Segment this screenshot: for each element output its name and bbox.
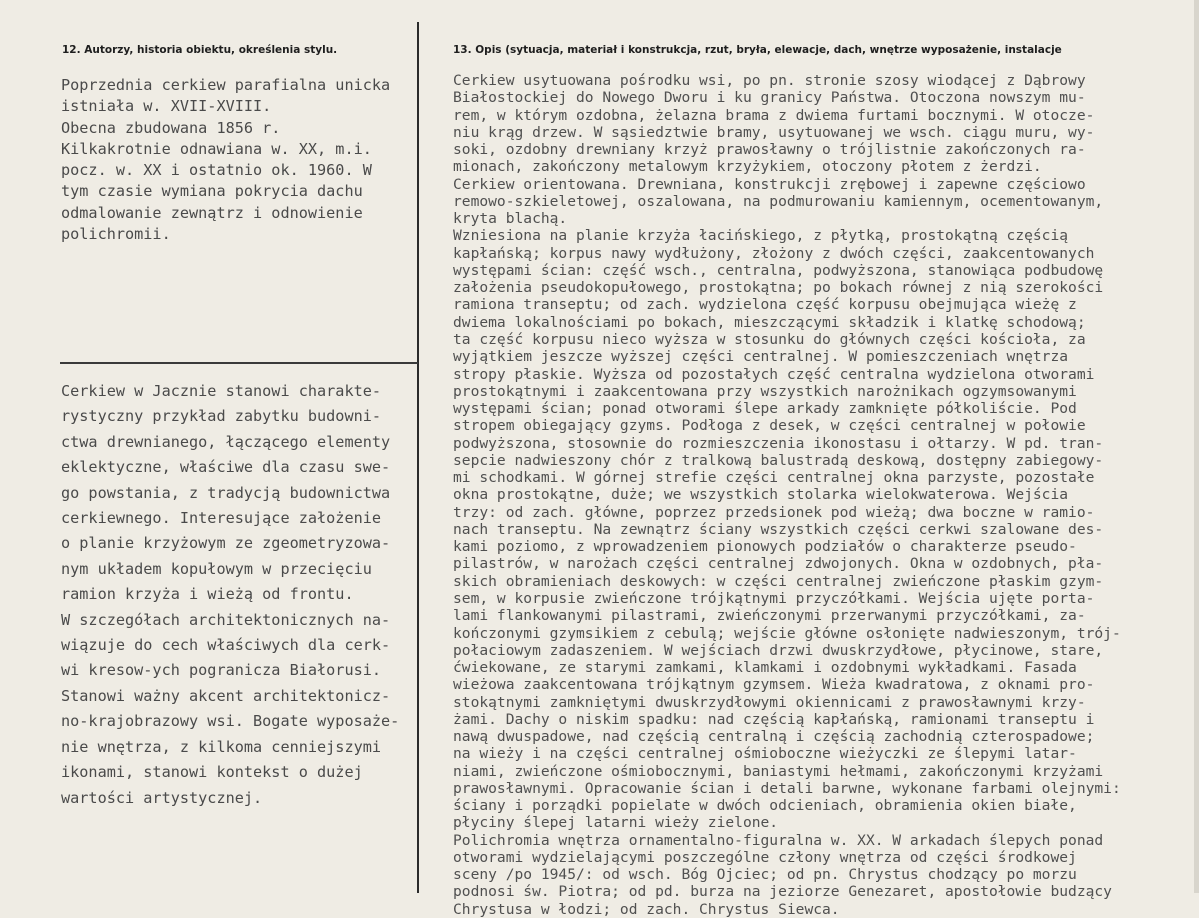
text-line: o planie krzyżowym ze zgeometryzowa- [61, 534, 391, 553]
style-assessment-text [61, 379, 399, 811]
text-line: Chrystusa w łodzi; od zach. Chrystus Siewca. [453, 900, 840, 918]
text-line: nawą dwuspadowe, nad częścią centralną i częścią zachodnią czterospadowe; [453, 728, 1095, 746]
text-line: go powstania, z tradycją budownictwa [61, 483, 391, 502]
text-line: wi kresow-ych pogranicza Białorusi. [61, 661, 382, 680]
text-line: polichromii. [61, 225, 171, 244]
text-line: kami poziomo, z wprowadzeniem pionowych podziałów o charakterze pseudo- [453, 538, 1077, 556]
text-line: Stanowi ważny akcent architektonicz- [61, 686, 391, 705]
text-line: Cerkiew orientowana. Drewniana, konstrukcji zrębowej i zapewne częściowo [453, 175, 1086, 193]
text-line: tym czasie wymiana pokrycia dachu [61, 182, 363, 201]
text-line: wyjątkiem jeszcze wyższej części centralnej. W pomieszczeniach wnętrza [453, 348, 1069, 366]
text-line: odmalowanie zewnątrz i odnowienie [61, 203, 363, 222]
text-line: podnosi św. Piotra; od pd. burza na jeziorze Genezaret, apostołowie budzący [453, 883, 1112, 901]
text-line: prawosławnymi. Opracowanie ścian i detali barwne, wykonane farbami olejnymi: [453, 779, 1121, 797]
text-line: Wzniesiona na planie krzyża łacińskiego, z płytką, prostokątną częścią [453, 227, 1069, 245]
text-line: istniała w. XVII-XVIII. [61, 97, 272, 116]
text-line: stokątnymi zamkniętymi dwuskrzydłowymi okiennicami z prawosławnymi krzy- [453, 693, 1086, 711]
section-divider [60, 362, 418, 364]
text-line: rystyczny przykład zabytku budowni- [61, 407, 382, 426]
text-line: wieżowa zaakcentowana trójkątnym gzymsem. Wieża kwadratowa, z oknami pro- [453, 676, 1095, 694]
text-line: otworami wydzielającymi poszczególne człony wnętrza od części środkowej [453, 848, 1077, 866]
text-line: cerkiewnego. Interesujące założenie [61, 509, 382, 528]
text-line: lami flankowanymi pilastrami, zwieńczonymi przerwanymi przyczółkami, za- [453, 607, 1086, 625]
description-text [453, 72, 1121, 918]
section-12-heading: 12. Autorzy, historia obiektu, określenia stylu. [62, 44, 338, 56]
text-line: wiązuje do cech właściwych dla cerk- [61, 636, 391, 655]
text-line: sem, w korpusie zwieńczone trójkątnymi przyczółkami. Wejścia ujęte porta- [453, 589, 1095, 607]
text-line: nym układem kopułowym w przecięciu [61, 559, 372, 578]
text-line: pocz. w. XX i ostatnio ok. 1960. W [61, 161, 372, 180]
text-line: ctwa drewnianego, łączącego elementy [61, 432, 391, 451]
text-line: kończonymi gzymsikiem z cebulą; wejście główne osłonięte nadwieszonym, trój- [453, 624, 1121, 642]
text-line: podwyższona, stosownie do rozmieszczenia ikonostasu i ołtarzy. W pd. tran- [453, 434, 1104, 452]
text-line: mi schodkami. W górnej strefie części centralnej okna parzyste, pozostałe [453, 469, 1095, 487]
text-line: połaciowym zadaszeniem. W wejściach drzwi dwuskrzydłowe, płycinowe, stare, [453, 641, 1104, 659]
text-line: rem, w którym ozdobna, żelazna brama z dwiema furtami bocznymi. W otocze- [453, 106, 1095, 124]
text-line: nach transeptu. Na zewnątrz ściany wszystkich części cerkwi szalowane des- [453, 520, 1104, 538]
text-line: W szczegółach architektonicznych na- [61, 610, 391, 629]
text-line: Kilkakrotnie odnawiana w. XX, m.i. [61, 139, 372, 158]
text-line: Cerkiew usytuowana pośrodku wsi, po pn. stronie szosy wiodącej z Dąbrowy [453, 72, 1086, 89]
text-line: okna prostokątne, duże; we wszystkich stolarka wielokwaterowa. Wejścia [453, 486, 1069, 504]
text-line: dwiema lokalnościami po bokach, mieszczącymi składzik i klatkę schodową; [453, 313, 1086, 331]
text-line: soki, ozdobny drewniany krzyż prawosławny o trójlistnie zakończonych ra- [453, 141, 1086, 159]
text-line: kapłańską; korpus nawy wydłużony, złożony z dwóch części, zaakcentowanych [453, 244, 1095, 262]
text-line: Obecna zbudowana 1856 r. [61, 118, 281, 137]
text-line: sepcie nadwieszony chór z tralkową balustradą deskową, dostępny zabiegowy- [453, 451, 1104, 469]
column-divider [417, 22, 419, 893]
text-line: prostokątnymi i zaakcentowana przy wszystkich narożnikach ogzymsowanymi [453, 382, 1077, 400]
text-line: Cerkiew w Jacznie stanowi charakte- [61, 382, 382, 400]
text-line: trzy: od zach. główne, poprzez przedsionek pod wieżą; dwa boczne w ramio- [453, 503, 1095, 521]
text-line: ikonami, stanowi kontekst o dużej [61, 763, 363, 782]
text-line: kryta blachą. [453, 210, 568, 228]
text-line: Białostockiej do Nowego Dworu i ku granicy Państwa. Otoczona nowszym mu- [453, 89, 1086, 107]
text-line: ćwiekowane, ze starymi zamkami, klamkami i ozdobnymi wykładkami. Fasada [453, 659, 1077, 677]
page-edge [1194, 0, 1199, 893]
text-line: pilastrów, w narożach części centralnej zdwojonych. Okna w ozdobnych, pła- [453, 555, 1104, 573]
text-line: nie wnętrza, z kilkoma cenniejszymi [61, 737, 382, 756]
text-line: ramiona transeptu; od zach. wydzielona część korpusu obejmująca wieżę z [453, 296, 1077, 314]
text-line: na wieży i na części centralnej ośmioboczne wieżyczki ze ślepymi latar- [453, 745, 1077, 763]
text-line: Polichromia wnętrza ornamentalno-figuralna w. XX. W arkadach ślepych ponad [453, 831, 1104, 849]
text-line: stropy płaskie. Wyższa od pozostałych część centralna wydzielona otworami [453, 365, 1095, 383]
text-line: płyciny ślepej latarni wieży zielone. [453, 814, 779, 832]
text-line: ściany i porządki popielate w dwóch odcieniach, obramienia okien białe, [453, 797, 1077, 815]
text-line: eklektyczne, właściwe dla czasu swe- [61, 458, 391, 477]
text-line: no-krajobrazowy wsi. Bogate wyposaże- [61, 712, 400, 731]
text-line: wartości artystycznej. [61, 788, 263, 807]
text-line: sceny /po 1945/: od wsch. Bóg Ojciec; od pn. Chrystus chodzący po morzu [453, 866, 1077, 884]
text-line: ramion krzyża i wieżą od frontu. [61, 585, 354, 604]
section-13-heading: 13. Opis (sytuacja, materiał i konstrukcja, rzut, bryła, elewacje, dach, wnętrze wyposażenie, instalacje [453, 44, 1062, 56]
text-line: występami ścian: część wsch., centralna, podwyższona, stanowiąca podbudowę [453, 261, 1104, 279]
history-text [61, 75, 390, 245]
text-line: niami, zwieńczone ośmiobocznymi, baniastymi hełmami, zakończonymi krzyżami [453, 762, 1104, 780]
text-line: niu krąg drzew. W sąsiedztwie bramy, usytuowanej we wsch. ciągu muru, wy- [453, 123, 1095, 141]
text-line: ta część korpusu nieco wyższa w stosunku do głównych części kościoła, za [453, 330, 1086, 348]
text-line: Poprzednia cerkiew parafialna unicka [61, 76, 391, 94]
text-line: występami ścian; ponad otworami ślepe arkady zamknięte półkoliście. Pod [453, 400, 1077, 418]
text-line: założenia pseudokopułowego, prostokątna; po bokach równej z nią szerokości [453, 279, 1104, 297]
text-line: remowo-szkieletowej, oszalowana, na podmurowaniu kamiennym, ocementowanym, [453, 192, 1104, 210]
text-line: żami. Dachy o niskim spadku: nad częścią kapłańską, ramionami transeptu i [453, 710, 1095, 728]
text-line: skich obramieniach deskowych: w części centralnej zwieńczone płaskim gzym- [453, 572, 1104, 590]
text-line: stropem obiegający gzyms. Podłoga z desek, w części centralnej w połowie [453, 417, 1086, 435]
text-line: mionach, zakończony metalowym krzyżykiem, otoczony płotem z żerdzi. [453, 158, 1042, 176]
